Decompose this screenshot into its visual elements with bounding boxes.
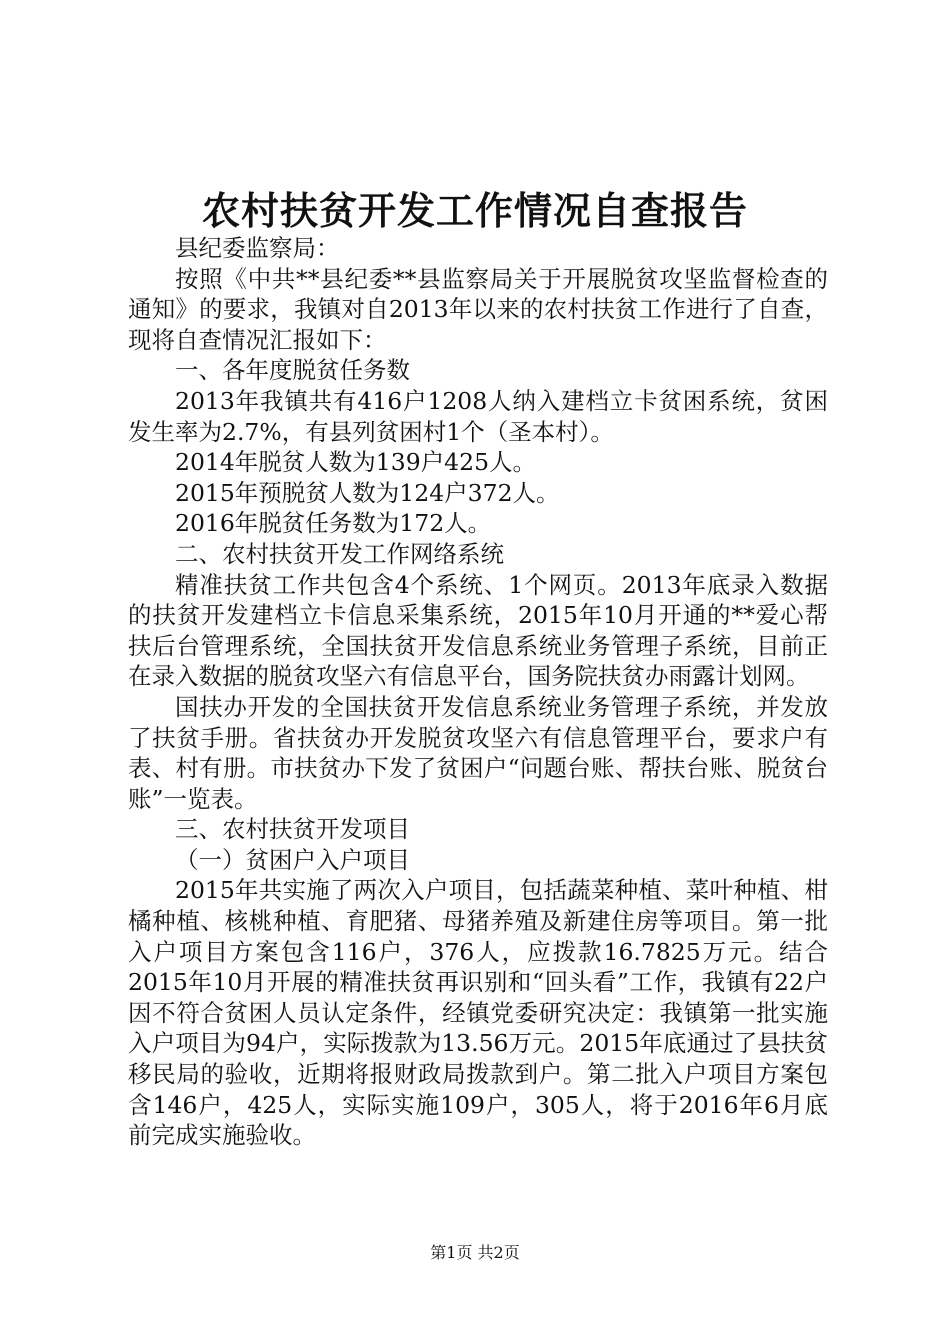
- page-footer: 第1页 共2页: [430, 1243, 520, 1262]
- paragraph-2015: 2015年预脱贫人数为124户372人。: [175, 478, 560, 507]
- paragraph-systems: 精准扶贫工作共包含4个系统、1个网页。2013年底录入数据的扶贫开发建档立卡信息采集系统，2015年10月开通的**爱心帮扶后台管理系统，全国扶贫开发信息系统业务管理子系统，目前正在录入数据的脱贫攻坚六有信息平台，国务院扶贫办雨露计划网。: [128, 570, 828, 691]
- paragraph-national-system: 国扶办开发的全国扶贫开发信息系统业务管理子系统，并发放了扶贫手册。省扶贫办开发脱贫攻坚六有信息管理平台，要求户有表、村有册。市扶贫办下发了贫困户“问题台账、帮扶台账、脱贫台账”一览表。: [128, 692, 828, 813]
- salutation: 县纪委监察局：: [175, 234, 340, 262]
- section-heading-1: 一、各年度脱贫任务数: [175, 356, 410, 385]
- subsection-heading-1: （一）贫困户入户项目: [175, 845, 410, 874]
- document-body: [128, 233, 828, 1151]
- document-title: 农村扶贫开发工作情况自查报告: [201, 188, 748, 233]
- paragraph-2016: 2016年脱贫任务数为172人。: [175, 509, 492, 538]
- section-heading-3: 三、农村扶贫开发项目: [175, 815, 410, 844]
- intro-paragraph: 按照《中共**县纪委**县监察局关于开展脱贫攻坚监督检查的通知》的要求，我镇对自2013年以来的农村扶贫工作进行了自查，现将自查情况汇报如下：: [128, 264, 828, 354]
- section-heading-2: 二、农村扶贫开发工作网络系统: [175, 539, 504, 568]
- paragraph-2014: 2014年脱贫人数为139户425人。: [175, 448, 537, 477]
- paragraph-2013: 2013年我镇共有416户1208人纳入建档立卡贫困系统，贫困发生率为2.7%，有县列贫困村1个（圣本村）。: [128, 386, 828, 446]
- paragraph-household-projects: 2015年共实施了两次入户项目，包括蔬菜种植、菜叶种植、柑橘种植、核桃种植、育肥猪、母猪养殖及新建住房等项目。第一批入户项目方案包含116户，376人，应拨款16.7825万元。结合2015年10月开展的精准扶贫再识别和“回头看”工作，我镇有22户因不符合贫困人员认定条件，经镇党委研究决定：我镇第一批实施入户项目为94户，实际拨款为13.56万元。2015年底通过了县扶贫移民局的验收，近期将报财政局拨款到户。第二批入户项目方案包含146户，425人，实际实施109户，305人，将于2016年6月底前完成实施验收。: [128, 876, 828, 1150]
